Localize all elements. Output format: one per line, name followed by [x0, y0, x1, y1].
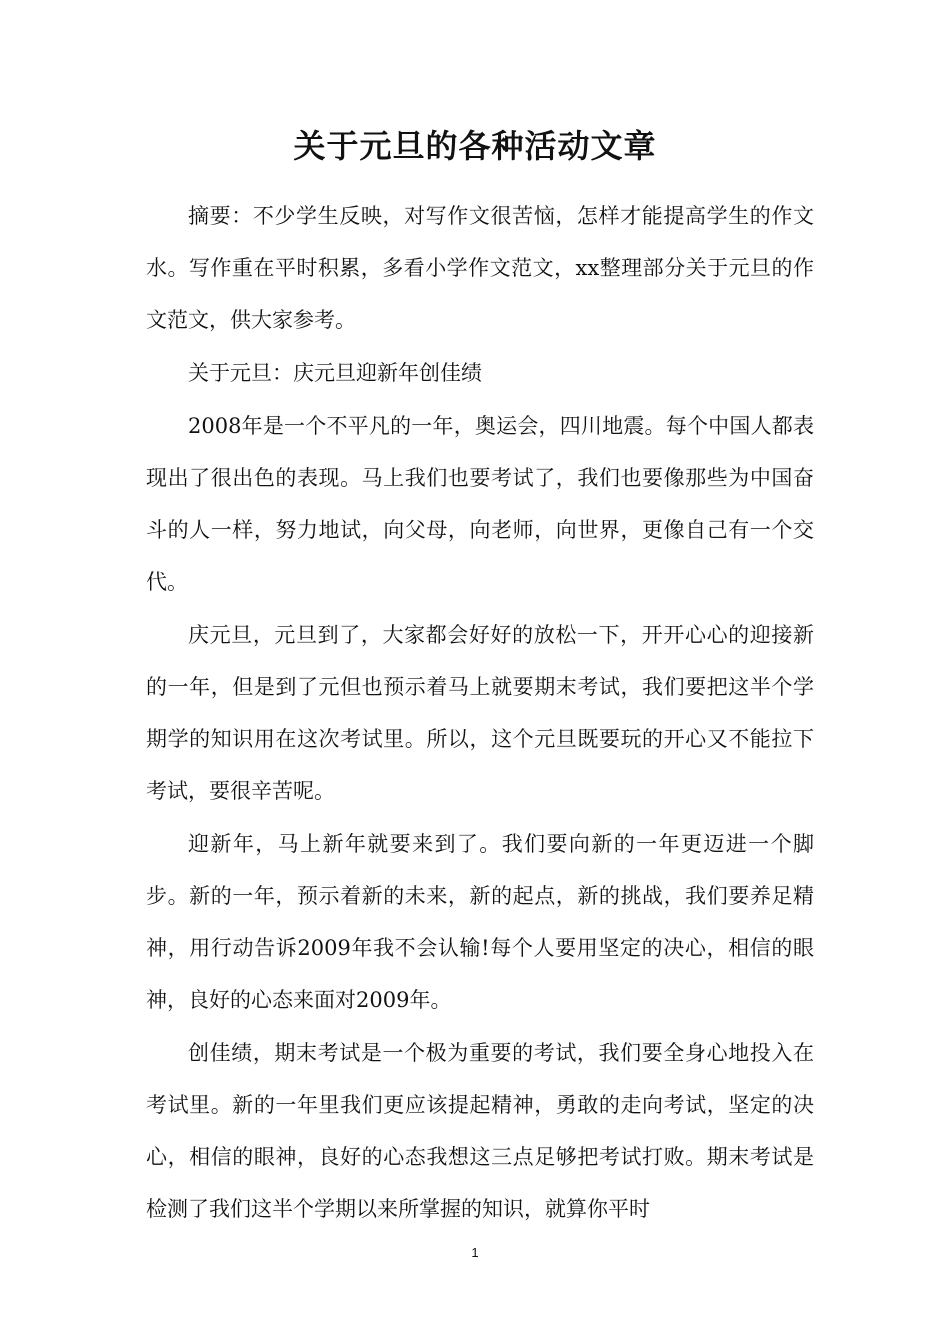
- paragraph-achievement: 创佳绩，期末考试是一个极为重要的考试，我们要全身心地投入在考试里。新的一年里我们更应该提起精神，勇敢的走向考试，坚定的决心，相信的眼神，良好的心态我想这三点足够把考试打败。期末考试是检测了我们这半个学期以来所掌握的知识，就算你平时: [146, 1041, 814, 1221]
- paragraph-new-year: 迎新年，马上新年就要来到了。我们要向新的一年更迈进一个脚步。新的一年，预示着新的未来，新的起点，新的挑战，我们要养足精神，用行动告诉2009年我不会认输!每个人要用坚定的决心，相信的眼神，良好的心态来面对2009年。: [146, 832, 814, 1012]
- document-body: [146, 190, 814, 1236]
- paragraph-celebrate: 庆元旦，元旦到了，大家都会好好的放松一下，开开心心的迎接新的一年，但是到了元但也预示着马上就要期末考试，我们要把这半个学期学的知识用在这次考试里。所以，这个元旦既要玩的开心又不能拉下考试，要很辛苦呢。: [146, 623, 814, 803]
- document-title: 关于元旦的各种活动文章: [293, 127, 657, 165]
- paragraph-abstract: 摘要：不少学生反映，对写作文很苦恼，怎样才能提高学生的作文水。写作重在平时积累，多看小学作文范文，xx整理部分关于元旦的作文范文，供大家参考。: [146, 204, 814, 332]
- paragraph-2008: 2008年是一个不平凡的一年，奥运会，四川地震。每个中国人都表现出了很出色的表现。马上我们也要考试了，我们也要像那些为中国奋斗的人一样，努力地试，向父母，向老师，向世界，更像自己有一个交代。: [146, 414, 814, 594]
- page-number: 1: [471, 1245, 479, 1260]
- paragraph-subtitle: 关于元旦：庆元旦迎新年创佳绩: [188, 361, 482, 385]
